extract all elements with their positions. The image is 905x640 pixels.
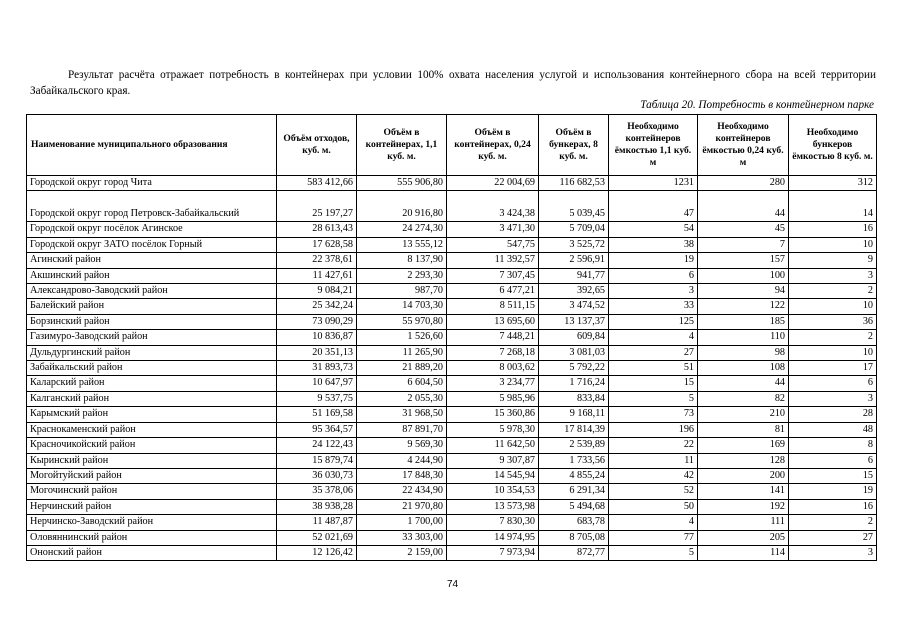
municipality-name-cell: Карымский район <box>27 407 277 422</box>
table-row <box>27 268 877 283</box>
value-cell: 1 526,60 <box>357 330 447 345</box>
table-row <box>27 407 877 422</box>
value-cell: 9 569,30 <box>357 438 447 453</box>
municipality-name-cell: Краснокаменский район <box>27 422 277 437</box>
value-cell: 2 <box>789 284 877 299</box>
table-body <box>27 176 877 561</box>
value-cell: 51 <box>609 361 698 376</box>
value-cell: 31 968,50 <box>357 407 447 422</box>
value-cell: 10 647,97 <box>277 376 357 391</box>
municipality-name-cell: Оловяннинский район <box>27 530 277 545</box>
value-cell: 7 307,45 <box>447 268 539 283</box>
municipality-name-cell: Александрово-Заводский район <box>27 284 277 299</box>
value-cell: 10 <box>789 237 877 252</box>
municipality-name-cell: Кыринский район <box>27 453 277 468</box>
municipality-name-cell: Балейский район <box>27 299 277 314</box>
value-cell: 55 970,80 <box>357 314 447 329</box>
value-cell: 17 814,39 <box>539 422 609 437</box>
value-cell: 24 274,30 <box>357 222 447 237</box>
header-volume-bunkers: Объём в бункерах, 8 куб. м. <box>539 115 609 176</box>
value-cell: 22 434,90 <box>357 484 447 499</box>
value-cell: 38 938,28 <box>277 499 357 514</box>
value-cell: 392,65 <box>539 284 609 299</box>
value-cell: 5 985,96 <box>447 391 539 406</box>
value-cell: 7 448,21 <box>447 330 539 345</box>
municipality-name-cell: Городской округ посёлок Агинское <box>27 222 277 237</box>
value-cell: 4 <box>609 330 698 345</box>
value-cell: 22 004,69 <box>447 176 539 191</box>
municipality-name-cell: Могочинский район <box>27 484 277 499</box>
value-cell: 12 126,42 <box>277 545 357 560</box>
value-cell: 13 695,60 <box>447 314 539 329</box>
value-cell: 3 525,72 <box>539 237 609 252</box>
table-row <box>27 176 877 191</box>
value-cell: 2 159,00 <box>357 545 447 560</box>
value-cell: 1231 <box>609 176 698 191</box>
value-cell: 14 545,94 <box>447 468 539 483</box>
value-cell: 2 596,91 <box>539 253 609 268</box>
value-cell: 6 477,21 <box>447 284 539 299</box>
value-cell: 5 <box>609 545 698 560</box>
value-cell: 9 307,87 <box>447 453 539 468</box>
municipality-name-cell: Ононский район <box>27 545 277 560</box>
table-row <box>27 515 877 530</box>
value-cell: 73 <box>609 407 698 422</box>
value-cell: 185 <box>698 314 789 329</box>
value-cell: 100 <box>698 268 789 283</box>
value-cell: 15 <box>609 376 698 391</box>
value-cell: 19 <box>789 484 877 499</box>
value-cell: 192 <box>698 499 789 514</box>
municipality-name-cell: Красночикойский район <box>27 438 277 453</box>
value-cell: 15 879,74 <box>277 453 357 468</box>
value-cell: 19 <box>609 253 698 268</box>
value-cell: 17 848,30 <box>357 468 447 483</box>
value-cell: 169 <box>698 438 789 453</box>
value-cell: 125 <box>609 314 698 329</box>
value-cell: 157 <box>698 253 789 268</box>
value-cell: 7 <box>698 237 789 252</box>
value-cell: 9 537,75 <box>277 391 357 406</box>
municipality-name-cell: Калганский район <box>27 391 277 406</box>
value-cell: 280 <box>698 176 789 191</box>
value-cell: 2 293,30 <box>357 268 447 283</box>
value-cell: 44 <box>698 191 789 222</box>
value-cell: 7 973,94 <box>447 545 539 560</box>
value-cell: 1 733,56 <box>539 453 609 468</box>
value-cell: 9 <box>789 253 877 268</box>
value-cell: 20 351,13 <box>277 345 357 360</box>
value-cell: 52 021,69 <box>277 530 357 545</box>
value-cell: 3 474,52 <box>539 299 609 314</box>
table-row <box>27 314 877 329</box>
value-cell: 7 268,18 <box>447 345 539 360</box>
municipality-name-cell: Акшинский район <box>27 268 277 283</box>
value-cell: 128 <box>698 453 789 468</box>
header-need-0-24: Необходимо контейнеров ёмкостью 0,24 куб. м <box>698 115 789 176</box>
table-row <box>27 345 877 360</box>
municipality-name-cell: Нерчинский район <box>27 499 277 514</box>
header-volume-1-1: Объём в контейнерах, 1,1 куб. м. <box>357 115 447 176</box>
table-row <box>27 191 877 222</box>
value-cell: 7 830,30 <box>447 515 539 530</box>
value-cell: 28 <box>789 407 877 422</box>
table-row <box>27 299 877 314</box>
value-cell: 583 412,66 <box>277 176 357 191</box>
value-cell: 45 <box>698 222 789 237</box>
value-cell: 683,78 <box>539 515 609 530</box>
table-header-row <box>27 115 877 176</box>
value-cell: 3 234,77 <box>447 376 539 391</box>
value-cell: 21 970,80 <box>357 499 447 514</box>
header-volume-0-24: Объём в контейнерах, 0,24 куб. м. <box>447 115 539 176</box>
value-cell: 15 360,86 <box>447 407 539 422</box>
municipality-name-cell: Дульдургинский район <box>27 345 277 360</box>
value-cell: 94 <box>698 284 789 299</box>
value-cell: 8 <box>789 438 877 453</box>
value-cell: 16 <box>789 222 877 237</box>
value-cell: 47 <box>609 191 698 222</box>
table-row <box>27 330 877 345</box>
value-cell: 42 <box>609 468 698 483</box>
value-cell: 51 169,58 <box>277 407 357 422</box>
value-cell: 14 974,95 <box>447 530 539 545</box>
municipality-name-cell: Городской округ город Петровск-Забайкальский <box>27 191 277 222</box>
value-cell: 8 003,62 <box>447 361 539 376</box>
value-cell: 555 906,80 <box>357 176 447 191</box>
municipality-name-cell: Забайкальский район <box>27 361 277 376</box>
value-cell: 10 <box>789 299 877 314</box>
value-cell: 3 424,38 <box>447 191 539 222</box>
value-cell: 25 342,24 <box>277 299 357 314</box>
value-cell: 9 168,11 <box>539 407 609 422</box>
value-cell: 5 494,68 <box>539 499 609 514</box>
value-cell: 4 855,24 <box>539 468 609 483</box>
value-cell: 196 <box>609 422 698 437</box>
value-cell: 17 628,58 <box>277 237 357 252</box>
value-cell: 38 <box>609 237 698 252</box>
value-cell: 20 916,80 <box>357 191 447 222</box>
value-cell: 27 <box>789 530 877 545</box>
value-cell: 52 <box>609 484 698 499</box>
value-cell: 73 090,29 <box>277 314 357 329</box>
value-cell: 116 682,53 <box>539 176 609 191</box>
value-cell: 22 <box>609 438 698 453</box>
municipality-name-cell: Городской округ город Чита <box>27 176 277 191</box>
value-cell: 3 081,03 <box>539 345 609 360</box>
value-cell: 82 <box>698 391 789 406</box>
page-number: 74 <box>446 579 459 590</box>
value-cell: 11 265,90 <box>357 345 447 360</box>
value-cell: 210 <box>698 407 789 422</box>
municipality-name-cell: Борзинский район <box>27 314 277 329</box>
value-cell: 111 <box>698 515 789 530</box>
table-row <box>27 284 877 299</box>
value-cell: 1 700,00 <box>357 515 447 530</box>
value-cell: 114 <box>698 545 789 560</box>
table-row <box>27 361 877 376</box>
municipality-name-cell: Агинский район <box>27 253 277 268</box>
value-cell: 13 137,37 <box>539 314 609 329</box>
value-cell: 14 <box>789 191 877 222</box>
value-cell: 205 <box>698 530 789 545</box>
value-cell: 87 891,70 <box>357 422 447 437</box>
value-cell: 8 511,15 <box>447 299 539 314</box>
value-cell: 5 792,22 <box>539 361 609 376</box>
value-cell: 872,77 <box>539 545 609 560</box>
value-cell: 2 <box>789 515 877 530</box>
table-row <box>27 545 877 560</box>
value-cell: 141 <box>698 484 789 499</box>
table-row <box>27 484 877 499</box>
table-row <box>27 376 877 391</box>
value-cell: 11 487,87 <box>277 515 357 530</box>
table-row <box>27 237 877 252</box>
value-cell: 25 197,27 <box>277 191 357 222</box>
value-cell: 5 <box>609 391 698 406</box>
table-row <box>27 438 877 453</box>
value-cell: 15 <box>789 468 877 483</box>
value-cell: 36 <box>789 314 877 329</box>
value-cell: 2 <box>789 330 877 345</box>
value-cell: 9 084,21 <box>277 284 357 299</box>
value-cell: 5 709,04 <box>539 222 609 237</box>
value-cell: 13 555,12 <box>357 237 447 252</box>
value-cell: 11 392,57 <box>447 253 539 268</box>
value-cell: 22 378,61 <box>277 253 357 268</box>
value-cell: 4 <box>609 515 698 530</box>
value-cell: 14 703,30 <box>357 299 447 314</box>
value-cell: 28 613,43 <box>277 222 357 237</box>
intro-paragraph: Результат расчёта отражает потребность в контейнерах при условии 100% охвата населения услугой и использования контейнерного сбора на всей территории Забайкальского края. <box>30 69 876 97</box>
value-cell: 11 642,50 <box>447 438 539 453</box>
header-need-1-1: Необходимо контейнеров ёмкостью 1,1 куб. м <box>609 115 698 176</box>
header-municipality: Наименование муниципального образования <box>27 115 277 176</box>
header-need-bunkers: Необходимо бункеров ёмкостью 8 куб. м. <box>789 115 877 176</box>
value-cell: 54 <box>609 222 698 237</box>
value-cell: 833,84 <box>539 391 609 406</box>
value-cell: 36 030,73 <box>277 468 357 483</box>
table-row <box>27 453 877 468</box>
value-cell: 27 <box>609 345 698 360</box>
value-cell: 987,70 <box>357 284 447 299</box>
value-cell: 81 <box>698 422 789 437</box>
value-cell: 547,75 <box>447 237 539 252</box>
municipality-name-cell: Газимуро-Заводский район <box>27 330 277 345</box>
value-cell: 5 978,30 <box>447 422 539 437</box>
table-row <box>27 391 877 406</box>
value-cell: 10 <box>789 345 877 360</box>
value-cell: 95 364,57 <box>277 422 357 437</box>
container-needs-table <box>26 114 877 561</box>
table-row <box>27 422 877 437</box>
value-cell: 8 705,08 <box>539 530 609 545</box>
value-cell: 3 <box>789 268 877 283</box>
value-cell: 17 <box>789 361 877 376</box>
municipality-name-cell: Каларский район <box>27 376 277 391</box>
value-cell: 10 354,53 <box>447 484 539 499</box>
value-cell: 44 <box>698 376 789 391</box>
municipality-name-cell: Нерчинско-Заводский район <box>27 515 277 530</box>
value-cell: 122 <box>698 299 789 314</box>
municipality-name-cell: Могойтуйский район <box>27 468 277 483</box>
value-cell: 98 <box>698 345 789 360</box>
value-cell: 48 <box>789 422 877 437</box>
value-cell: 5 039,45 <box>539 191 609 222</box>
table-caption: Таблица 20. Потребность в контейнерном парке <box>640 99 874 111</box>
value-cell: 2 055,30 <box>357 391 447 406</box>
value-cell: 108 <box>698 361 789 376</box>
value-cell: 3 471,30 <box>447 222 539 237</box>
value-cell: 10 836,87 <box>277 330 357 345</box>
table-row <box>27 468 877 483</box>
value-cell: 110 <box>698 330 789 345</box>
value-cell: 50 <box>609 499 698 514</box>
value-cell: 2 539,89 <box>539 438 609 453</box>
value-cell: 3 <box>789 545 877 560</box>
value-cell: 6 <box>789 376 877 391</box>
value-cell: 3 <box>609 284 698 299</box>
value-cell: 3 <box>789 391 877 406</box>
value-cell: 35 378,06 <box>277 484 357 499</box>
value-cell: 941,77 <box>539 268 609 283</box>
value-cell: 16 <box>789 499 877 514</box>
value-cell: 6 <box>609 268 698 283</box>
value-cell: 6 <box>789 453 877 468</box>
header-waste-volume: Объём отходов, куб. м. <box>277 115 357 176</box>
value-cell: 609,84 <box>539 330 609 345</box>
table-row <box>27 222 877 237</box>
value-cell: 6 604,50 <box>357 376 447 391</box>
municipality-name-cell: Городской округ ЗАТО посёлок Горный <box>27 237 277 252</box>
value-cell: 312 <box>789 176 877 191</box>
value-cell: 4 244,90 <box>357 453 447 468</box>
value-cell: 8 137,90 <box>357 253 447 268</box>
value-cell: 21 889,20 <box>357 361 447 376</box>
value-cell: 11 <box>609 453 698 468</box>
value-cell: 1 716,24 <box>539 376 609 391</box>
value-cell: 77 <box>609 530 698 545</box>
value-cell: 13 573,98 <box>447 499 539 514</box>
table-row <box>27 499 877 514</box>
value-cell: 31 893,73 <box>277 361 357 376</box>
value-cell: 200 <box>698 468 789 483</box>
value-cell: 24 122,43 <box>277 438 357 453</box>
value-cell: 33 <box>609 299 698 314</box>
value-cell: 6 291,34 <box>539 484 609 499</box>
table-row <box>27 530 877 545</box>
value-cell: 33 303,00 <box>357 530 447 545</box>
value-cell: 11 427,61 <box>277 268 357 283</box>
table-row <box>27 253 877 268</box>
